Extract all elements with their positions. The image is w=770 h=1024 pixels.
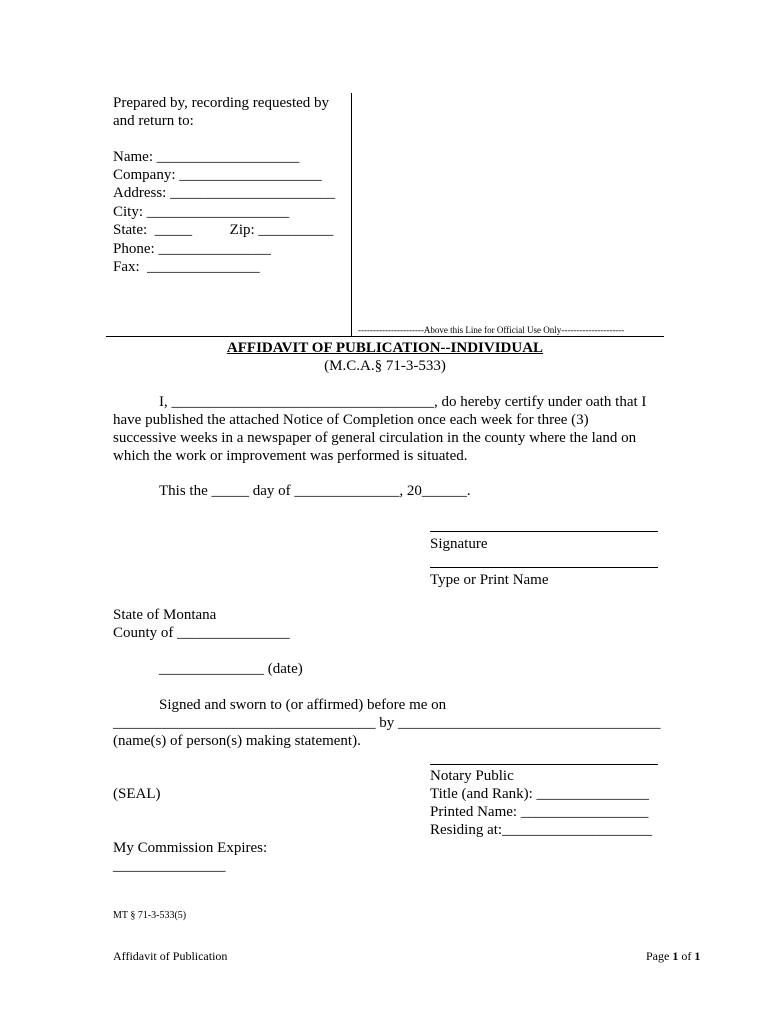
- document-title: AFFIDAVIT OF PUBLICATION--INDIVIDUAL: [226, 340, 544, 356]
- official-use-notice: ----------------------Above this Line for Official Use Only---------------------: [358, 325, 625, 335]
- prepared-by-line2: and return to:: [113, 113, 194, 129]
- name-field: Name: ___________________: [113, 149, 300, 165]
- state-zip-field: State: _____ Zip: __________: [113, 222, 334, 238]
- seal-label: (SEAL): [113, 786, 161, 802]
- recording-area-divider: [351, 93, 352, 336]
- print-name-label: Type or Print Name: [430, 572, 549, 588]
- page-number: Page 1 of 1: [646, 949, 701, 963]
- city-field: City: ___________________: [113, 204, 290, 220]
- form-code: MT § 71-3-533(5): [113, 910, 187, 921]
- official-use-line: [106, 336, 664, 337]
- state-line: State of Montana: [113, 607, 217, 623]
- print-name-line: [430, 567, 658, 568]
- footer-document-name: Affidavit of Publication: [113, 949, 228, 963]
- residing-at-field: Residing at:____________________: [430, 822, 653, 838]
- commission-expires-label: My Commission Expires:: [113, 840, 268, 856]
- commission-expires-blank: _______________: [113, 858, 226, 874]
- printed-name-field: Printed Name: _________________: [430, 804, 649, 820]
- title-rank-field: Title (and Rank): _______________: [430, 786, 650, 802]
- county-line: County of _______________: [113, 625, 290, 641]
- date-line: This the _____ day of ______________, 20______.: [159, 483, 471, 499]
- sworn-line-3: (name(s) of person(s) making statement).: [113, 733, 361, 749]
- signature-line: [430, 531, 658, 532]
- sworn-line-2: ___________________________________ by ___________________________________: [113, 715, 661, 731]
- signature-label: Signature: [430, 536, 488, 552]
- prepared-by-line1: Prepared by, recording requested by: [113, 95, 330, 111]
- company-field: Company: ___________________: [113, 167, 322, 183]
- phone-field: Phone: _______________: [113, 241, 271, 257]
- notary-date-line: ______________ (date): [159, 661, 303, 677]
- notary-public-label: Notary Public: [430, 768, 514, 784]
- notary-signature-line: [430, 764, 658, 765]
- statute-citation: (M.C.A.§ 71-3-533): [324, 358, 446, 374]
- sworn-line-1: Signed and sworn to (or affirmed) before me on: [159, 697, 447, 713]
- address-field: Address: ______________________: [113, 185, 336, 201]
- fax-field: Fax: _______________: [113, 259, 260, 275]
- certification-paragraph: I, ___________________________________, do hereby certify under oath that I have published the attached Notice of Completion once each week for three (3) successive weeks in a newspaper of general circulation in the county where the land on which the work or improvement was performed is situated.: [113, 394, 647, 464]
